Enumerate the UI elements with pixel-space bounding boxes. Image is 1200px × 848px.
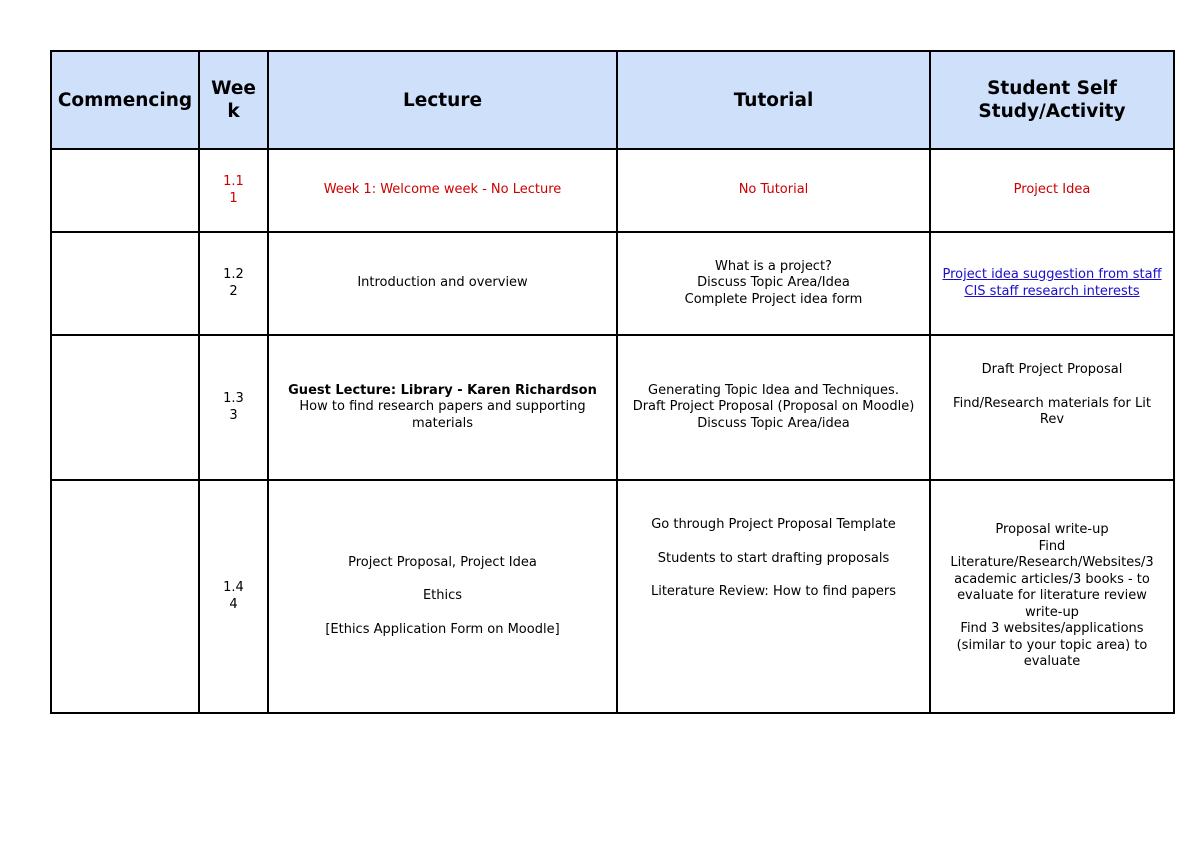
- tutorial-item: Students to start drafting proposals: [657, 550, 890, 566]
- lecture-cell: [268, 335, 617, 480]
- header-lecture: Lecture: [268, 51, 617, 149]
- cis-staff-research-link[interactable]: CIS staff research interests: [964, 283, 1140, 299]
- spacer: [272, 571, 613, 588]
- lecture-cell: [268, 480, 617, 713]
- self-study-cell: Proposal write-up Find Literature/Research/Websites/3 academic articles/3 books - to evaluate for literature review write-up Find 3 websites/applications (similar to your topic area) to evaluate: [930, 480, 1174, 713]
- spacer: [272, 605, 613, 622]
- tutorial-cell: What is a project? Discuss Topic Area/Idea Complete Project idea form: [617, 232, 930, 335]
- week-cell: 1.2 2: [199, 232, 268, 335]
- guest-lecture-title: Guest Lecture: Library - Karen Richardson: [288, 382, 597, 398]
- lecture-description: How to find research papers and supporting materials: [299, 399, 586, 431]
- commencing-cell: [51, 232, 199, 335]
- header-row: [51, 51, 1174, 149]
- commencing-cell: [51, 480, 199, 713]
- tutorial-cell: Generating Topic Idea and Techniques. Draft Project Proposal (Proposal on Moodle) Discuss Topic Area/idea: [617, 335, 930, 480]
- lecture-cell: Week 1: Welcome week - No Lecture: [268, 149, 617, 232]
- header-self-study: Student Self Study/Activity: [930, 51, 1174, 149]
- tutorial-cell: [617, 480, 930, 713]
- table-row: [51, 335, 1174, 480]
- lecture-item: Project Proposal, Project Idea: [348, 554, 537, 570]
- header-commencing: Commencing: [51, 51, 199, 149]
- project-idea-suggestion-link[interactable]: Project idea suggestion from staff: [942, 267, 1162, 282]
- self-study-cell: [930, 232, 1174, 335]
- week-cell: 1.4 4: [199, 480, 268, 713]
- commencing-cell: [51, 335, 199, 480]
- table-row: [51, 480, 1174, 713]
- spacer: [621, 534, 926, 551]
- header-tutorial: Tutorial: [617, 51, 930, 149]
- table-row: [51, 149, 1174, 232]
- self-study-item: Draft Project Proposal: [981, 362, 1123, 377]
- spacer: [621, 567, 926, 584]
- self-study-cell: Project Idea: [930, 149, 1174, 232]
- week-cell: 1.3 3: [199, 335, 268, 480]
- tutorial-cell: No Tutorial: [617, 149, 930, 232]
- commencing-cell: [51, 149, 199, 232]
- tutorial-item: Go through Project Proposal Template: [651, 517, 896, 532]
- header-week: Wee k: [199, 51, 268, 149]
- lecture-item: [Ethics Application Form on Moodle]: [325, 621, 560, 637]
- self-study-item: Find/Research materials for Lit Rev: [953, 395, 1151, 427]
- lecture-cell: Introduction and overview: [268, 232, 617, 335]
- lecture-item: Ethics: [422, 588, 463, 604]
- table-row: [51, 232, 1174, 335]
- week-cell: 1.1 1: [199, 149, 268, 232]
- schedule-table: [50, 50, 1175, 714]
- tutorial-item: Literature Review: How to find papers: [650, 584, 897, 599]
- self-study-cell: [930, 335, 1174, 480]
- spacer: [934, 379, 1170, 396]
